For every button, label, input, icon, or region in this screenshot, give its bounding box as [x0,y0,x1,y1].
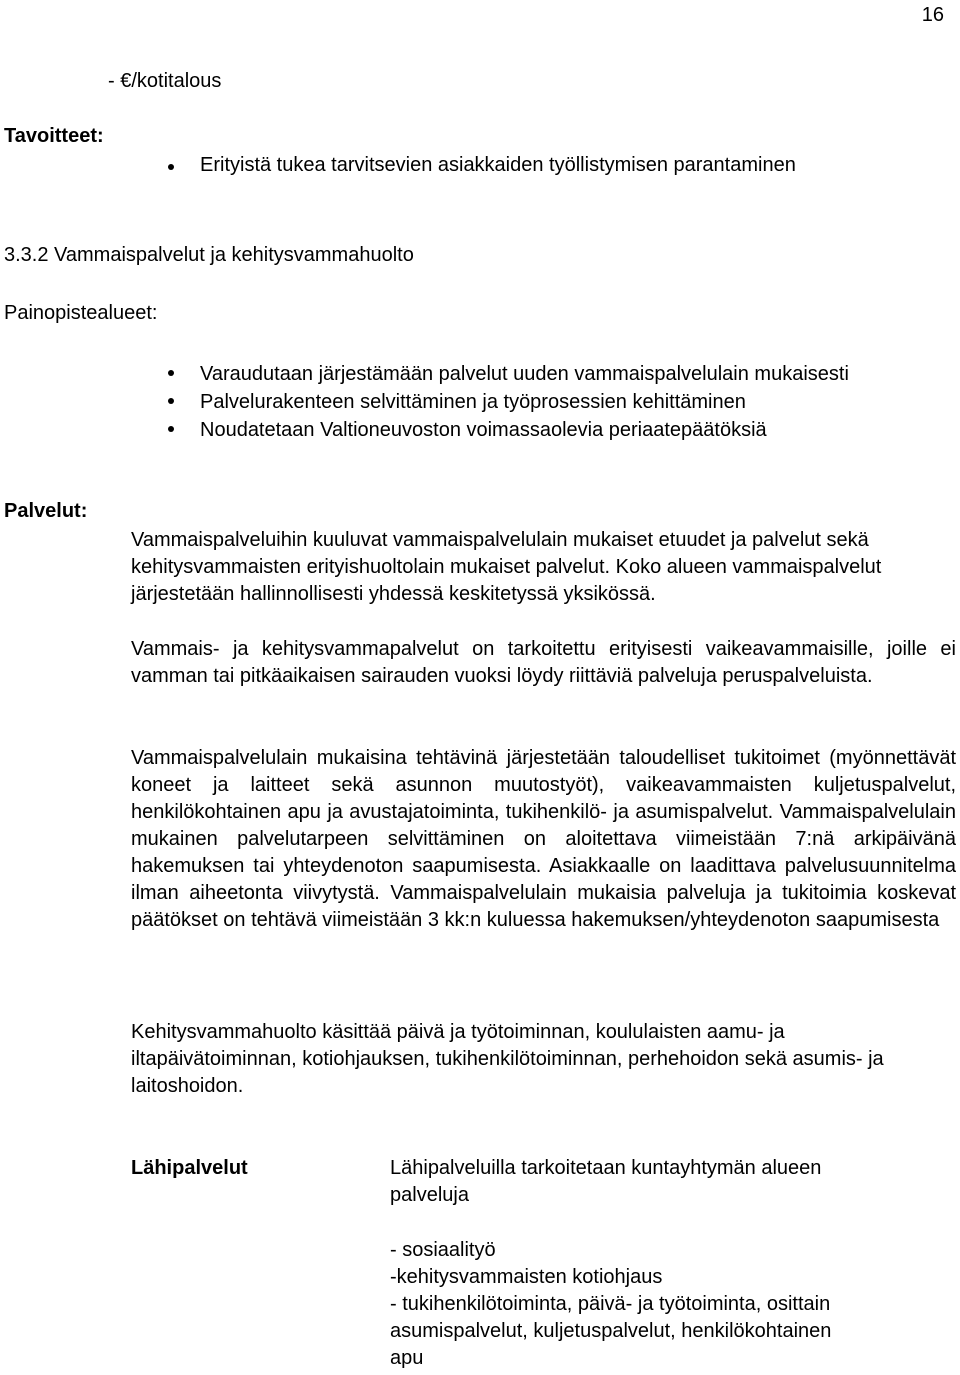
lahipalvelut-list [390,1239,831,1374]
list-item: apu [390,1347,424,1369]
painopistealueet-label: Painopistealueet: [4,302,158,324]
list-item: Palvelurakenteen selvittäminen ja työprosessien kehittäminen [200,388,920,416]
page-number: 16 [921,4,944,26]
palvelut-paragraph-3: Vammaispalvelulain mukaisina tehtävinä järjestetään taloudelliset tukitoimet (myönnettävät koneet ja laitteet sekä asunnon muutostyöt), vaikeavammaisten kuljetuspalvelut, henkilökohtainen apu ja avustajatoiminta, tukihenkilö- ja asumispalvelut. Vammaispalvelulain mukainen palvelutarpeen selvittäminen on aloitettava viimeistään 7:nä arkipäivänä hakemuksen tai yhteydenoton saapumisesta. Asiakkaalle on laadittava palvelusuunnitelma ilman aiheetonta viivytystä. Vammaispalvelulain mukaisia palveluja ja tukitoimia koskevat päätökset on tehtävä viimeistään 3 kk:n kuluessa hakemuksen/yhteydenoton saapumisesta [131,747,956,931]
tavoitteet-label: Tavoitteet: [4,125,104,147]
list-item: asumispalvelut, kuljetuspalvelut, henkilökohtainen [390,1320,832,1342]
list-item: - tukihenkilötoiminta, päivä- ja työtoiminta, osittain [390,1293,831,1315]
header-dash-item: - €/kotitalous [108,70,222,92]
lahipalvelut-intro-line: palveluja [390,1184,469,1206]
palvelut-paragraph-1: Vammaispalveluihin kuuluvat vammaispalvelulain mukaiset etuudet ja palvelut sekä kehitysvammaisten erityishuoltolain mukaiset palvelut. Koko alueen vammaispalvelut järjestetään hallinnollisesti yhdessä keskitetyssä yksikössä. [131,529,882,605]
list-item: -kehitysvammaisten kotiohjaus [390,1266,663,1288]
list-item: Varaudutaan järjestämään palvelut uuden vammaispalvelulain mukaisesti [200,360,920,388]
lahipalvelut-label: Lähipalvelut [131,1157,248,1179]
lahipalvelut-intro-line: Lähipalveluilla tarkoitetaan kuntayhtymän alueen [390,1157,822,1179]
list-item: Erityistä tukea tarvitsevien asiakkaiden työllistymisen parantaminen [200,154,796,176]
palvelut-paragraph-2: Vammais- ja kehitysvammapalvelut on tarkoitettu erityisesti vaikeavammaisille, joille ei vamman tai pitkäaikaisen sairauden vuoksi löydy riittäviä palveluja peruspalveluista. [131,638,956,687]
palvelut-label: Palvelut: [4,500,88,522]
list-item: Noudatetaan Valtioneuvoston voimassaolevia periaatepäätöksiä [200,416,920,444]
painopistealueet-list [200,360,920,444]
tavoitteet-list [200,154,796,177]
list-item: - sosiaalityö [390,1239,496,1261]
palvelut-paragraph-4: Kehitysvammahuolto käsittää päivä ja työtoiminnan, koululaisten aamu- ja iltapäivätoiminnan, kotiohjauksen, tukihenkilötoiminnan, perhehoidon sekä asumis- ja laitoshoidon. [131,1021,884,1097]
section-heading: 3.3.2 Vammaispalvelut ja kehitysvammahuolto [4,244,414,266]
lahipalvelut-intro [390,1157,821,1211]
